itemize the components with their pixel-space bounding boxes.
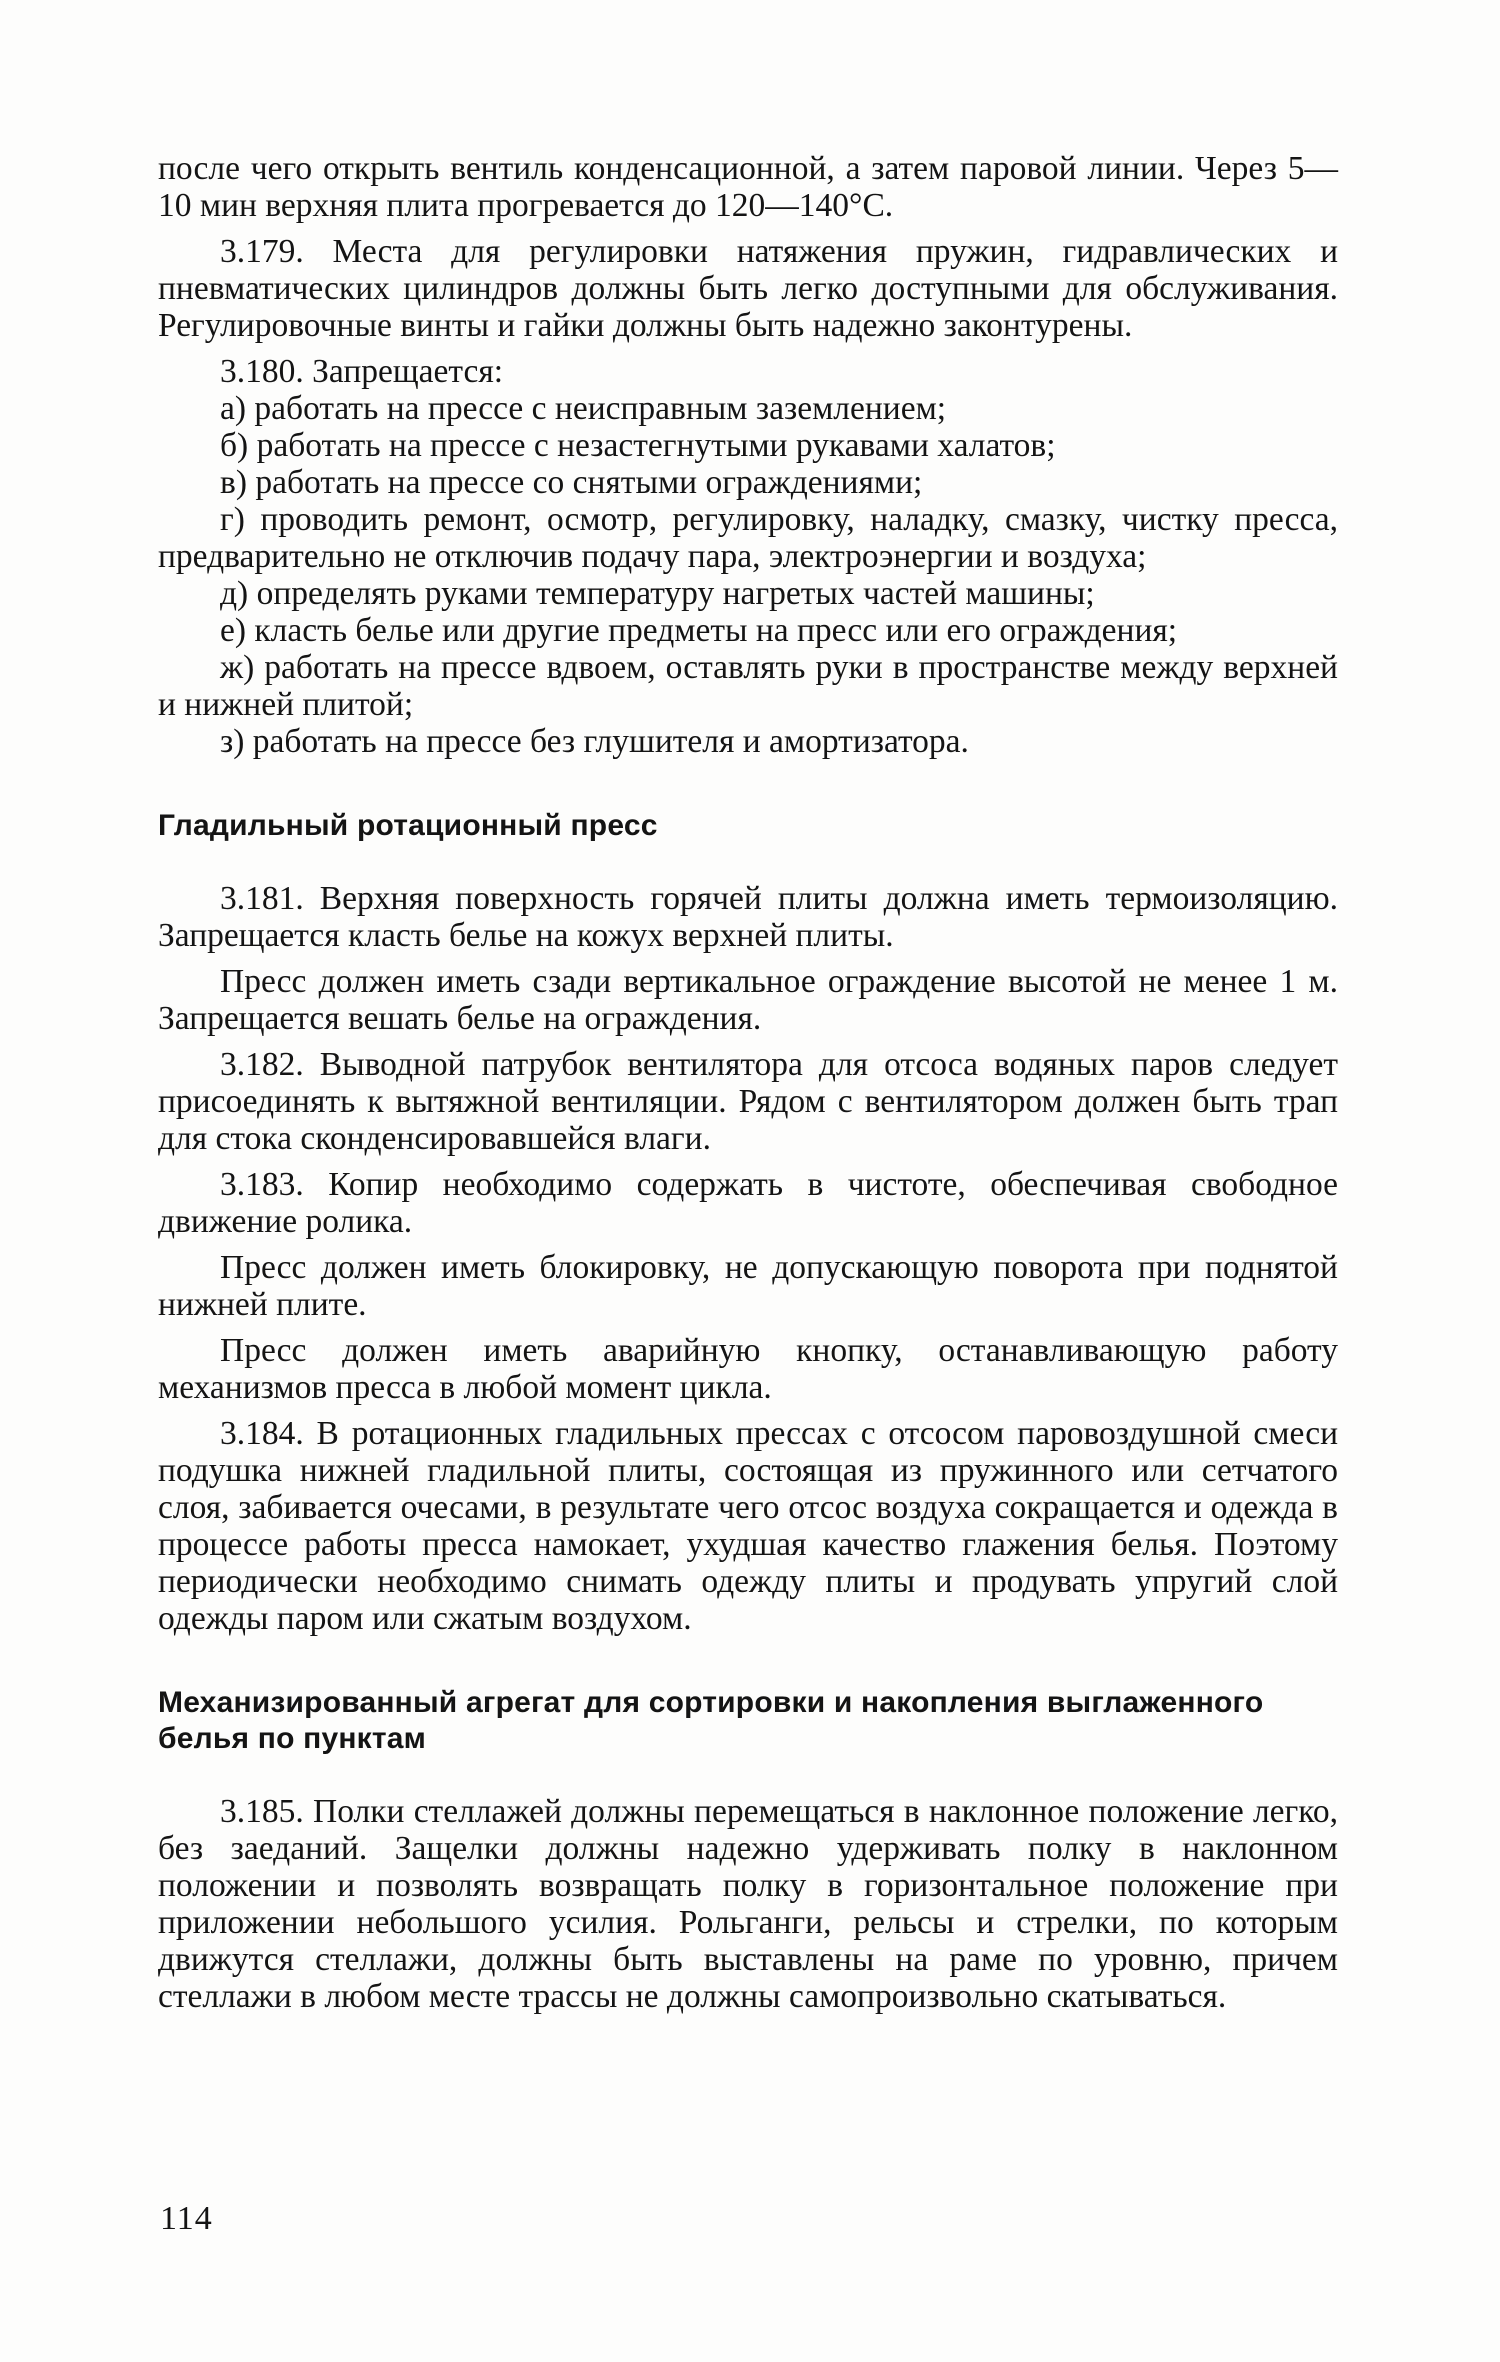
- text-column: [158, 150, 1338, 2015]
- paragraph: г) проводить ремонт, осмотр, регулировку, наладку, смазку, чистку пресса, предварительно не отключив подачу пара, электроэнергии и воздуха;: [158, 501, 1338, 575]
- paragraph: 3.179. Места для регулировки натяжения пружин, гидравлических и пневматических цилиндров должны быть легко доступными для обслуживания. Регулировочные винты и гайки должны быть надежно законтурены.: [158, 233, 1338, 344]
- paragraph: после чего открыть вентиль конденсационной, а затем паровой линии. Через 5—10 мин верхняя плита прогревается до 120—140°С.: [158, 150, 1338, 224]
- paragraph: 3.183. Копир необходимо содержать в чистоте, обеспечивая свободное движение ролика.: [158, 1166, 1338, 1240]
- paragraph: е) класть белье или другие предметы на пресс или его ограждения;: [220, 612, 1178, 649]
- paragraph: д) определять руками температуру нагретых частей машины;: [220, 575, 1095, 612]
- section-heading: Механизированный агрегат для сортировки и накопления выглаженного белья по пунктам: [158, 1686, 1264, 1755]
- paragraph: ж) работать на прессе вдвоем, оставлять руки в пространстве между верхней и нижней плитой;: [158, 649, 1338, 723]
- paragraph: 3.184. В ротационных гладильных прессах с отсосом паровоздушной смеси подушка нижней гладильной плиты, состоящая из пружинного или сетчатого слоя, забивается очесами, в результате чего отсос воздуха сокращается и одежда в процессе работы пресса намокает, ухудшая качество глажения белья. Поэтому периодически необходимо снимать одежду плиты и продувать упругий слой одежды паром или сжатым воздухом.: [158, 1415, 1338, 1637]
- paragraph: а) работать на прессе с неисправным заземлением;: [220, 390, 947, 427]
- paragraph: 3.181. Верхняя поверхность горячей плиты должна иметь термоизоляцию. Запрещается класть белье на кожух верхней плиты.: [158, 880, 1338, 954]
- paragraph: Пресс должен иметь сзади вертикальное ограждение высотой не менее 1 м. Запрещается вешать белье на ограждения.: [158, 963, 1338, 1037]
- paragraph: б) работать на прессе с незастегнутыми рукавами халатов;: [220, 427, 1056, 464]
- paragraph: в) работать на прессе со снятыми ограждениями;: [220, 464, 923, 501]
- section-heading: Гладильный ротационный пресс: [158, 809, 658, 842]
- paragraph: Пресс должен иметь аварийную кнопку, останавливающую работу механизмов пресса в любой момент цикла.: [158, 1332, 1338, 1406]
- paragraph: Пресс должен иметь блокировку, не допускающую поворота при поднятой нижней плите.: [158, 1249, 1338, 1323]
- paragraph: 3.182. Выводной патрубок вентилятора для отсоса водяных паров следует присоединять к вытяжной вентиляции. Рядом с вентилятором должен быть трап для стока сконденсировавшейся влаги.: [158, 1046, 1338, 1157]
- page-number: 114: [160, 2200, 213, 2237]
- paragraph: з) работать на прессе без глушителя и амортизатора.: [220, 723, 969, 760]
- paragraph: 3.180. Запрещается:: [220, 353, 504, 390]
- paragraph: 3.185. Полки стеллажей должны перемещаться в наклонное положение легко, без заеданий. Защелки должны надежно удерживать полку в наклонном положении и позволять возвращать полку в горизонтальное положение при приложении небольшого усилия. Рольганги, рельсы и стрелки, по которым движутся стеллажи, должны быть выставлены на раме по уровню, причем стеллажи в любом месте трассы не должны самопроизвольно скатываться.: [158, 1793, 1338, 2015]
